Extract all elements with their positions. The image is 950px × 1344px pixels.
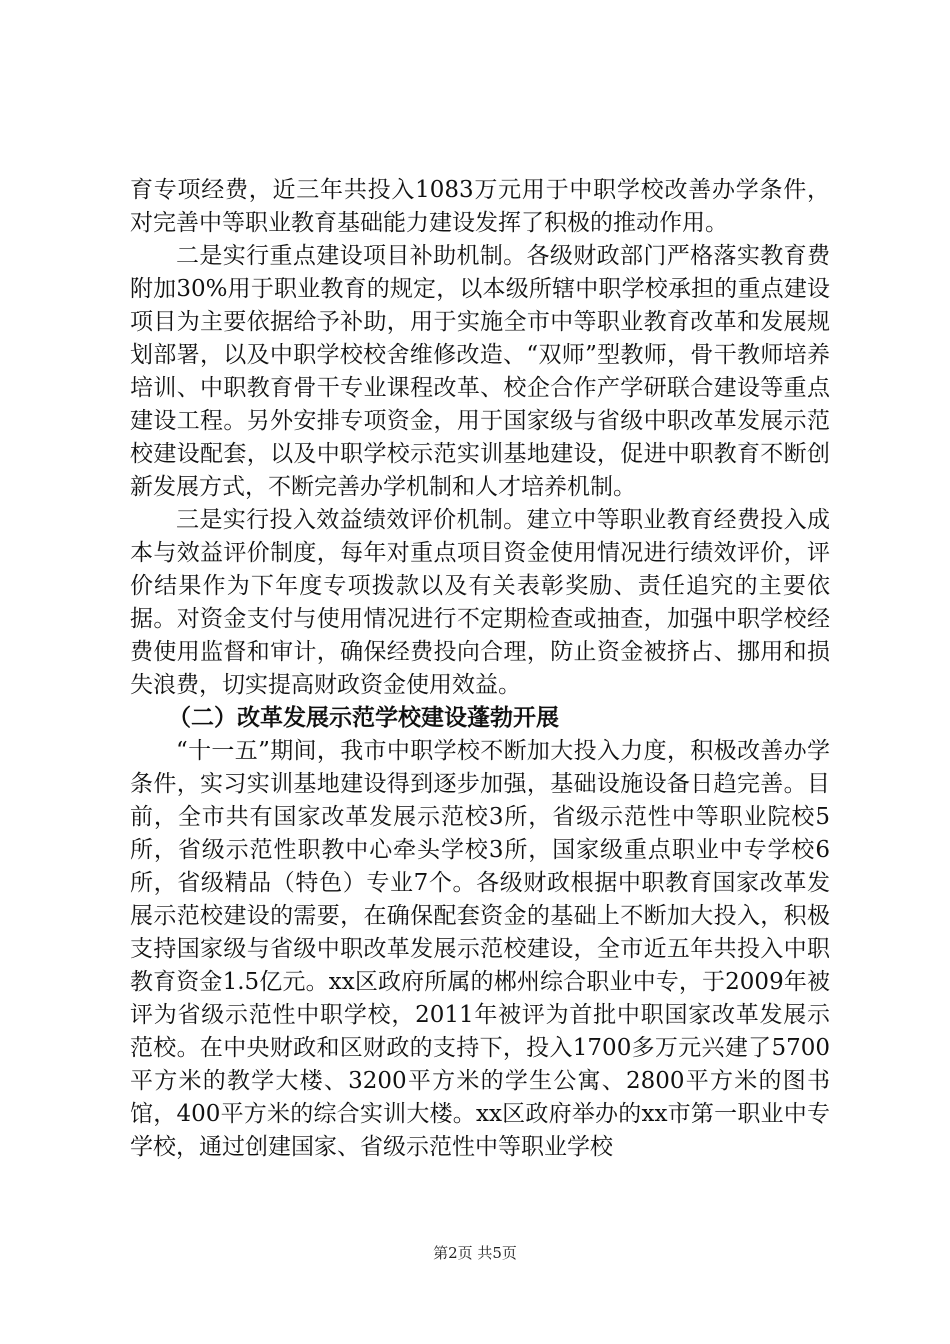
page-footer: 第2页 共5页 — [433, 1244, 517, 1262]
paragraph-key-project-subsidy: 二是实行重点建设项目补助机制。各级财政部门严格落实教育费附加30%用于职业教育的规定，以本级所辖中职学校承担的重点建设项目为主要依据给予补助，用于实施全市中等职业教育改革和发展规划部署，以及中职学校校舍维修改造、“双师”型教师，骨干教师培养培训、中职教育骨干专业课程改革、校企合作产学研联合建设等重点建设工程。另外安排专项资金，用于国家级与省级中职改革发展示范校建设配套，以及中职学校示范实训基地建设，促进中职教育不断创新发展方式，不断完善办学机制和人才培养机制。 — [130, 243, 830, 500]
section-heading: （二）改革发展示范学校建设蓬勃开展 — [168, 705, 559, 731]
paragraph-demonstration-schools: “十一五”期间，我市中职学校不断加大投入力度，积极改善办学条件，实习实训基地建设得到逐步加强，基础设施设备日趋完善。目前，全市共有国家改革发展示范校3所，省级示范性中等职业院校5所，省级示范性职教中心牵头学校3所，国家级重点职业中专学校6所，省级精品（特色）专业7个。各级财政根据中职教育国家改革发展示范校建设的需要，在确保配套资金的基础上不断加大投入，积极支持国家级与省级中职改革发展示范校建设，全市近五年共投入中职教育资金1.5亿元。xx区政府所属的郴州综合职业中专，于2009年被评为省级示范性中职学校，2011年被评为首批中职国家改革发展示范校。在中央财政和区财政的支持下，投入1700多万元兴建了5700平方米的教学大楼、3200平方米的学生公寓、2800平方米的图书馆，400平方米的综合实训大楼。xx区政府举办的xx市第一职业中专学校，通过创建国家、省级示范性中等职业学校 — [130, 738, 830, 1160]
paragraph-continued: 育专项经费，近三年共投入1083万元用于中职学校改善办学条件，对完善中等职业教育基础能力建设发挥了积极的推动作用。 — [130, 177, 830, 236]
body-text — [130, 174, 830, 1164]
paragraph-performance-evaluation: 三是实行投入效益绩效评价机制。建立中等职业教育经费投入成本与效益评价制度，每年对重点项目资金使用情况进行绩效评价，评价结果作为下年度专项拨款以及有关表彰奖励、责任追究的主要依据。对资金支付与使用情况进行不定期检查或抽查，加强中职学校经费使用监督和审计，确保经费投向合理，防止资金被挤占、挪用和损失浪费，切实提高财政资金使用效益。 — [130, 507, 830, 698]
